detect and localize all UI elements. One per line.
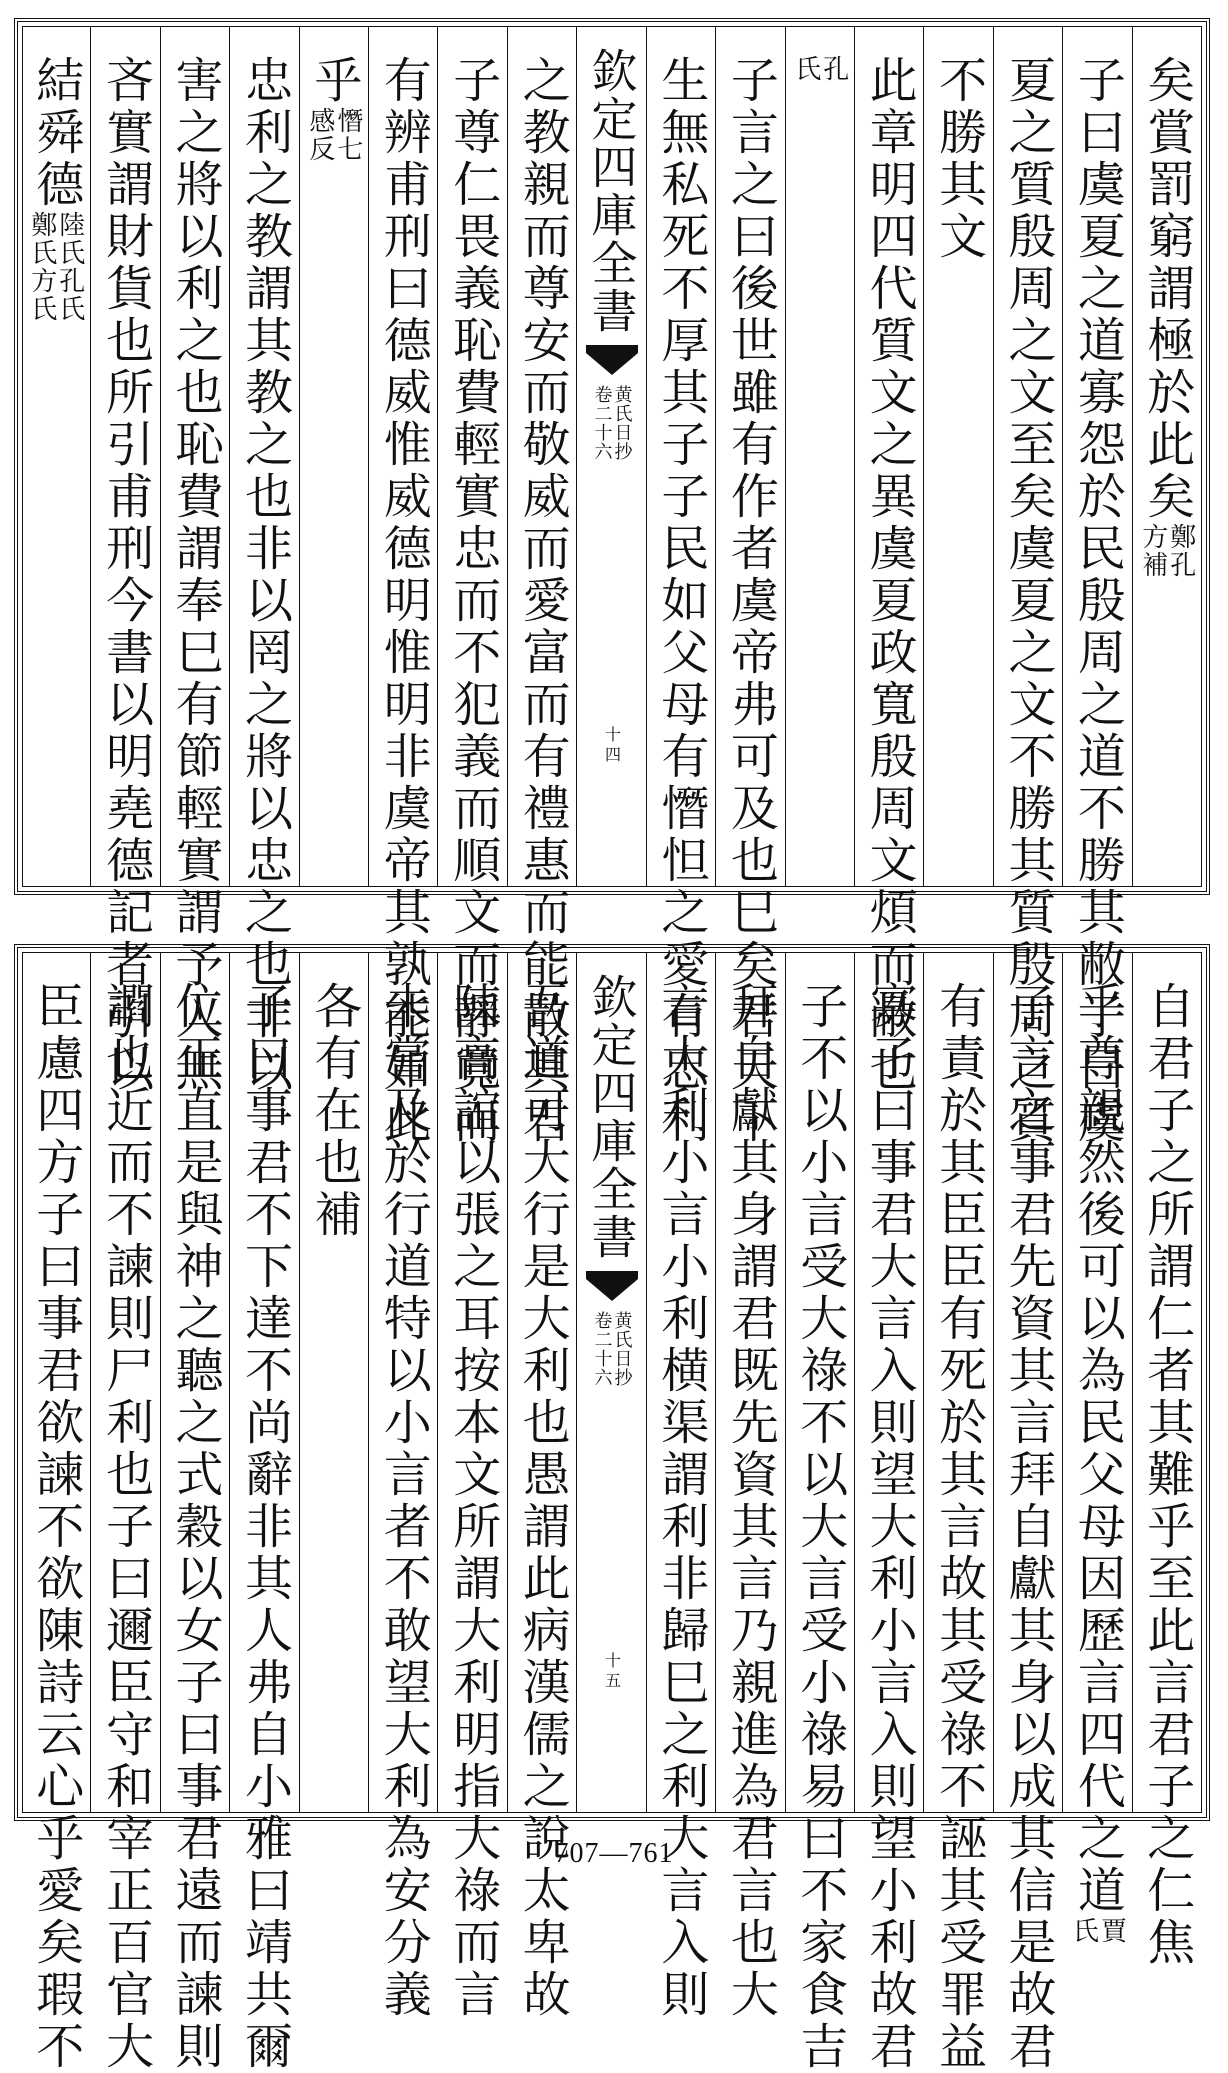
column-text: 矣賞罰窮謂極於此矣 [1138,55,1195,523]
heading-sub1: 黄氏日抄 [611,385,633,461]
column-text: 結舜德 [27,55,84,211]
text-column [160,27,229,1095]
text-column [21,953,90,2073]
column-text: 忠利之教謂其教之也非以罔之將以忠之也非以 [236,55,293,1095]
text-column [229,27,298,1095]
annotation-line: 賈 [1096,1917,1127,1945]
text-column [299,953,368,1812]
leaf-number: 十四 [602,726,622,766]
heading-sub2: 卷二十六 [591,385,613,461]
text-column [923,27,992,886]
column-text: 吝實謂財貨也所引甫刑今書以明堯德記者引以 [97,55,154,1095]
text-column [299,27,368,886]
annotation-line: 孔 [818,55,849,83]
column-text: 拜自獻其身謂君既先資其言乃親進為君言也大 [722,981,779,2021]
fishtail-ornament-icon [584,1269,640,1303]
column-text: 自君子之所謂仁者其難乎至此言君子之仁焦 [1138,981,1195,1969]
page-number: 707—761 [554,1838,674,1869]
column-text: 生無私死不厚其子子民如父母有憯怛之愛有忠利 [652,55,709,1147]
column-text: 子曰事君不下達不尚辭非其人弗自小雅曰靖共爾 [236,981,293,2073]
fishtail-ornament-icon [584,343,640,377]
text-column [21,27,90,886]
annotation-line: 方補 [1137,523,1168,579]
column-text: 之教親而尊安而敬威而愛富而有禮惠而能散其君 [514,55,571,1147]
column-text: 有責於其臣臣有死於其言故其受祿不誣其受罪益 [930,981,987,2073]
text-column [923,953,992,2073]
column-text: 陳高誼以張之耳按本文所謂大利明指大祿而言 [444,981,501,2021]
column-text: 未嘗及於行道特以小言者不敢望大利為安分義 [375,981,432,2021]
text-column [646,27,715,1147]
column-text: 害之將以利之也恥費謂奉巳有節輕實謂予人無 [167,55,224,1095]
column-text: 子言之事君先資其言拜自獻其身以成其信是故君 [999,981,1056,2073]
text-column [993,27,1062,1147]
text-column [437,953,506,2021]
column-text: 乎 [305,55,362,107]
column-text: 乎尊親然後可以為民父母因歷言四代之道 [1069,981,1126,1917]
text-column [368,953,437,2021]
text-column [160,953,229,2073]
center-heading-column [576,953,645,1812]
heading-sub1: 黄氏日抄 [611,1311,633,1387]
annotation-line: 憯七 [332,107,363,163]
heading-subtitle [593,385,631,461]
text-column [646,953,715,2021]
text-column [854,953,923,2073]
column-text: 臣慮四方子曰事君欲諫不欲陳詩云心乎愛矣瑕不 [27,981,84,2073]
text-column [785,953,854,2073]
column-text: 子尊仁畏義恥費輕實忠而不犯義而順文而靜寬而 [444,55,501,1147]
text-column [993,953,1062,2073]
center-heading-column [576,27,645,886]
text-column [90,27,159,1095]
annotation-line: 鄭氏方氏 [26,211,57,323]
column-text: 子曰虞夏之道寡怨於民殷周之道不勝其敝子曰虞 [1069,55,1126,1147]
column-text: 夏之質殷周之文至矣虞夏之文不勝其質殷周之質 [999,55,1056,1147]
column-text: 寡子曰事君大言入則望大利小言入則望小利故君 [861,981,918,2073]
leaf-number: 十五 [602,1652,622,1692]
column-text: 位正直是與神之聽之式穀以女子曰事君遠而諫則 [167,981,224,2073]
column-text: 子言之曰後世雖有作者虞帝弗可及也巳矣君天下 [722,55,779,1147]
text-column [1132,953,1201,1969]
annotation-note [790,55,849,83]
book-title: 欽定四庫全書 [584,47,639,335]
annotation-note [304,107,363,163]
column-text: 讇也近而不諫則尸利也子曰邇臣守和宰正百官大 [97,981,154,2073]
annotation-note [1068,1917,1127,1945]
column-text: 不勝其文 [930,55,987,263]
text-column [507,953,576,2021]
book-title: 欽定四庫全書 [584,973,639,1261]
text-column [1062,27,1131,1147]
text-column [1132,27,1201,886]
annotation-note [26,211,85,323]
text-column [368,27,437,1147]
annotation-line: 感反 [304,107,335,163]
annotation-line: 陸氏孔氏 [54,211,85,323]
text-column [229,953,298,2073]
annotation-line: 氏 [1068,1917,1099,1945]
column-text: 各有在也補 [305,981,362,1241]
text-column [507,27,576,1147]
annotation-line: 氏 [790,55,821,83]
heading-subtitle [593,1311,631,1387]
text-column [715,953,784,2021]
text-column [854,27,923,1095]
column-text: 吾道可大行是大利也愚謂此病漢儒之說太卑故 [514,981,571,2021]
text-column [785,27,854,886]
column-text: 此章明四代質文之異虞夏政寬殷周文煩而敝也 [861,55,918,1095]
text-column [437,27,506,1147]
annotation-line: 鄭孔 [1165,523,1196,579]
annotation-note [1137,523,1196,579]
heading-sub2: 卷二十六 [591,1311,613,1387]
text-column [715,27,784,1147]
text-column [1062,953,1131,1945]
text-column [90,953,159,2073]
column-text: 言大利小言小利横渠謂利非歸巳之利大言入則 [652,981,709,2021]
column-text: 子不以小言受大祿不以大言受小祿易曰不家食吉 [791,981,848,2073]
column-text: 有辨甫刑曰德威惟威德明惟明非虞帝其孰能如此 [375,55,432,1147]
